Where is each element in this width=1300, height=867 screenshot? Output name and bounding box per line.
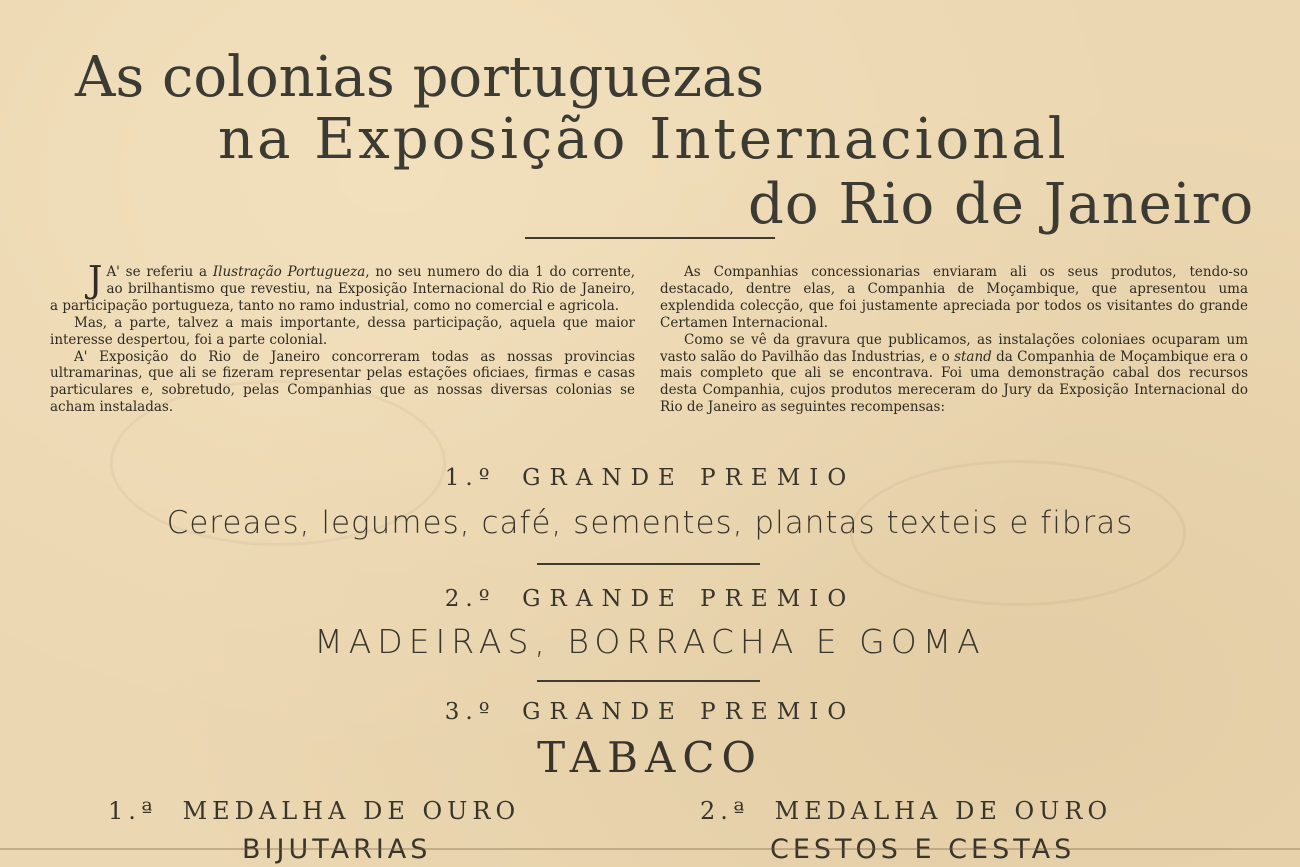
- medal-heading-1: 1.ª MEDALHA DE OURO: [108, 797, 521, 825]
- article-paragraph: Mas, a parte, talvez a mais importante, dessa participação, aquela que maior interesse despertou, foi a parte colonial.: [50, 314, 635, 348]
- prize-heading-3: 3.º GRANDE PREMIO: [444, 699, 856, 725]
- prize-divider: [537, 680, 760, 682]
- publication-name: Ilustração Portugueza: [212, 264, 366, 280]
- prize-heading-2: 2.º GRANDE PREMIO: [444, 586, 856, 612]
- headline-line-2: na Exposição Internacional: [218, 107, 1069, 172]
- medal-heading-2: 2.ª MEDALHA DE OURO: [700, 797, 1113, 825]
- article-paragraph: As Companhias concessionarias enviaram ali os seus produtos, tendo-so destacado, dentre elas, a Companhia de Moçambique, que apresentou uma explendida colecção, que foi justamente apreciada por todos os visitantes do grande Certamen Internacional.: [660, 264, 1248, 331]
- article-column-right: [660, 264, 1248, 416]
- headline-line-3: do Rio de Janeiro: [748, 172, 1255, 237]
- article-paragraph: J A' se referiu a Ilustração Portugueza, no seu numero do dia 1 do corrente, ao brilhantismo que revestiu, na Exposição Internacional do Rio de Janeiro, a participação portugueza, tanto no ramo industrial, como no comercial e agricola.: [50, 260, 636, 314]
- prize-divider: [537, 563, 760, 565]
- prize-heading-1: 1.º GRANDE PREMIO: [444, 465, 856, 491]
- prize-items-2: MADEIRAS, BORRACHA E GOMA: [314, 622, 986, 661]
- medal-items-2: CESTOS E CESTAS: [770, 834, 1076, 865]
- medal-items-1: BIJUTARIAS: [242, 834, 432, 865]
- drop-cap: J: [88, 260, 103, 301]
- headline-divider: [525, 237, 775, 239]
- article-paragraph: Como se vê da gravura que publicamos, as instalações coloniaes ocuparam um vasto salão do Pavilhão das Industrias, e o stand da Companhia de Moçambique era o mais completo que ali se encontrava. Foi uma demonstração cabal dos recursos desta Companhia, cujos produtos mereceram do Jury da Exposição Internacional do Rio de Janeiro as seguintes recompensas:: [660, 331, 1248, 416]
- page-fold-line: [0, 848, 1300, 850]
- prize-items-1: Cereaes, legumes, café, sementes, plantas texteis e fibras: [166, 505, 1134, 541]
- stand-word: stand: [954, 348, 992, 365]
- article-column-left: [50, 260, 636, 416]
- prize-items-3: TABACO: [537, 733, 763, 782]
- article-paragraph: A' Exposição do Rio de Janeiro concorreram todas as nossas provincias ultramarinas, que ali se fizeram representar pelas estações oficiaes, firmas e casas particulares e, sobretudo, pelas Companhias que as nossas diversas colonias se acham instaladas.: [50, 348, 635, 416]
- headline-line-1: As colonias portuguezas: [75, 45, 765, 110]
